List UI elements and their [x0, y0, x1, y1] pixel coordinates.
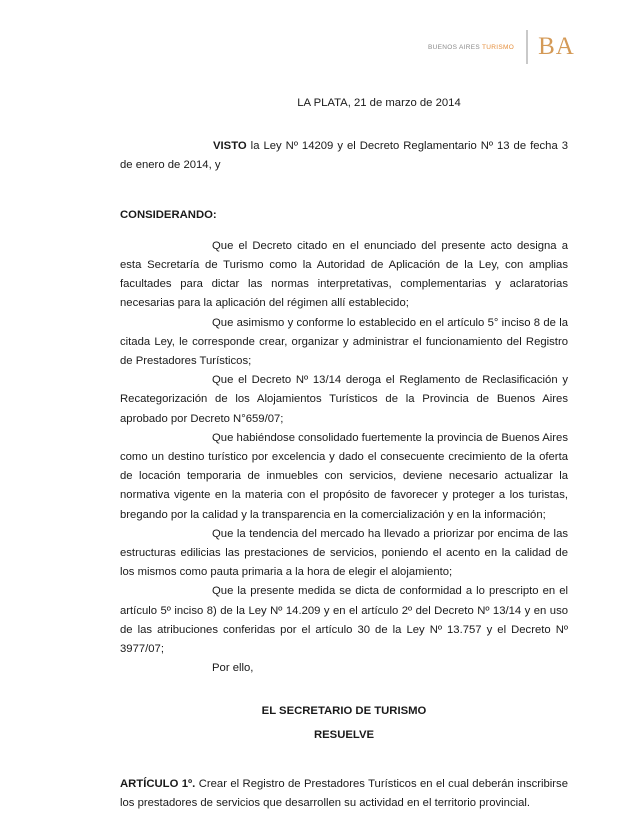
considerando-paragraph: Que el Decreto citado en el enunciado del presente acto designa a esta Secretaría de Turismo como la Autoridad de Aplicación de la Ley, con amplias facultades para dictar las normas interpretativas, complementarias y aclaratorias necesarias para la aplicación del régimen allí establecido;: [120, 239, 568, 310]
buenos-aires-turismo-logo: [428, 30, 575, 64]
logo-ba-mark: BA: [538, 33, 575, 60]
logo-divider: [526, 30, 528, 64]
date-line: LA PLATA, 21 de marzo de 2014: [297, 97, 461, 109]
considerando-paragraph: Que la presente medida se dicta de conformidad a lo prescripto en el artículo 5º inciso 8) de la Ley Nº 14.209 y en el artículo 2º del Decreto Nº 13/14 y en uso de las atribuciones conferidas por el artículo 30 de la Ley Nº 13.757 y el Decreto Nº 3977/07;: [120, 585, 568, 656]
article-1-paragraph: [120, 775, 568, 813]
visto-label: VISTO: [213, 140, 247, 153]
article-1-text: Crear el Registro de Prestadores Turísticos en el cual deberán inscribirse los prestadores de servicios que desarrollen su actividad en el territorio provincial.: [120, 777, 568, 810]
article-1-label: ARTÍCULO 1º.: [120, 777, 196, 790]
por-ello-line: Por ello,: [212, 662, 254, 675]
considerando-heading: CONSIDERANDO:: [120, 208, 217, 221]
document-body: [120, 94, 568, 813]
authority-line: EL SECRETARIO DE TURISMO: [261, 705, 427, 718]
considerando-paragraph: Que habiéndose consolidado fuertemente la provincia de Buenos Aires como un destino turístico por excelencia y dado el consecuente crecimiento de la oferta de locación temporaria de inmuebles con servicios, deviene necesario actualizar la normativa vigente en la materia con el propósito de favorecer y proteger a los turistas, bregando por la calidad y la transparencia en la comercialización y en la información;: [120, 431, 568, 521]
considerando-paragraph: Que el Decreto Nº 13/14 deroga el Reglamento de Reclasificación y Recategorización de los Alojamientos Turísticos de la Provincia de Buenos Aires aprobado por Decreto N°659/07;: [120, 374, 568, 425]
considerando-paragraph: Que la tendencia del mercado ha llevado a priorizar por encima de las estructuras edilicias las prestaciones de servicios, poniendo el acento en la calidad de los mismos como pauta primaria a la hora de elegir el alojamiento;: [120, 527, 568, 579]
considerando-paragraph: Que asimismo y conforme lo establecido en el artículo 5° inciso 8 de la citada Ley, le corresponde crear, organizar y administrar el funcionamiento del Registro de Prestadores Turísticos;: [120, 316, 568, 368]
visto-text: la Ley Nº 14209 y el Decreto Reglamentario Nº 13 de fecha 3 de enero de 2014, y: [120, 140, 568, 172]
resuelve-heading: RESUELVE: [313, 728, 375, 741]
visto-paragraph: [120, 137, 568, 175]
logo-wordmark: BUENOS AIRES TURISMO: [428, 43, 515, 51]
